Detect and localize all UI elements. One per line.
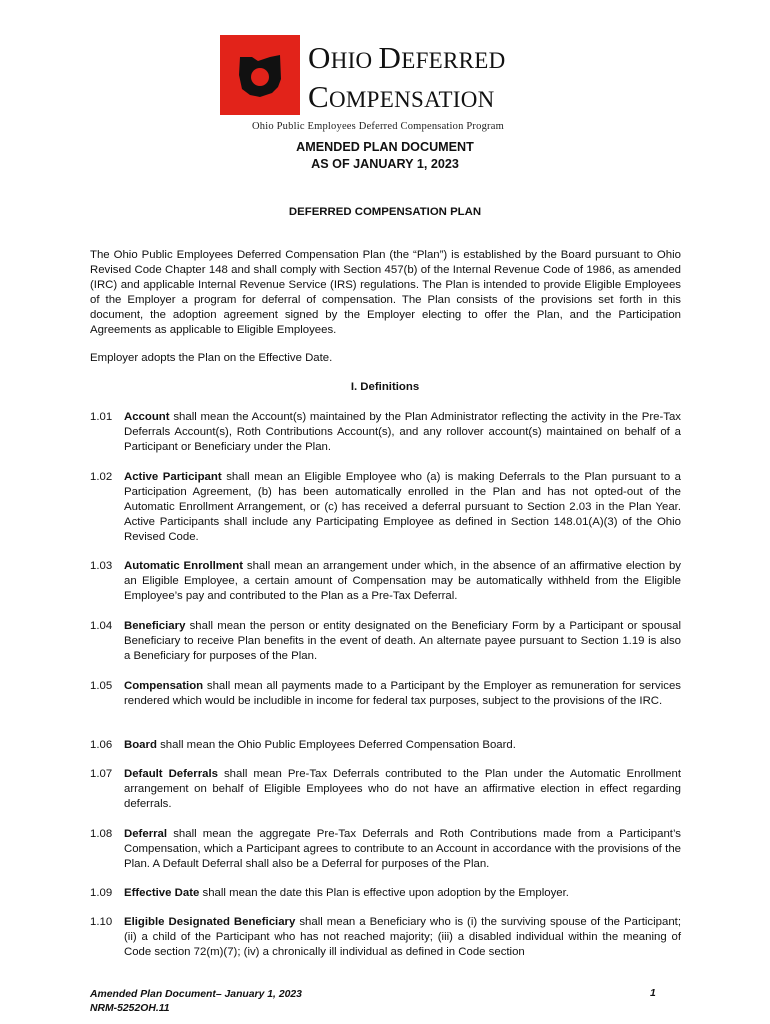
definition-item	[90, 410, 681, 455]
definition-text: shall mean all payments made to a Participant by the Employer as remuneration for services rendered which would be includible in income for federal tax purposes, subject to the provisions of the IRC.	[124, 680, 681, 708]
page-number: 1	[650, 988, 656, 999]
definition-number: 1.03	[90, 560, 113, 572]
definition-term: Automatic Enrollment	[124, 560, 244, 572]
definition-term: Active Participant	[124, 471, 222, 483]
definition-number: 1.07	[90, 768, 113, 780]
definition-term: Beneficiary	[124, 620, 186, 632]
definition-term: Account	[124, 411, 170, 423]
definition-item	[90, 915, 681, 960]
definition-number: 1.08	[90, 828, 113, 840]
intro-paragraph: The Ohio Public Employees Deferred Compensation Plan (the “Plan”) is established by the Board pursuant to Ohio Revised Code Chapter 148 and shall comply with Section 457(b) of the Internal Revenue Code of 1986, as amended (IRC) and applicable Internal Revenue Service (IRS) regulations. The Plan is intended to provide Eligible Employees of the Employer a program for deferral of compensation. The Plan consists of the provisions set forth in this document, the adoption agreement signed by the Employer electing to offer the Plan, and the Participation Agreements as applicable to Eligible Employees.	[90, 249, 681, 337]
definition-term: Default Deferrals	[124, 768, 218, 780]
document-title: AMENDED PLAN DOCUMENT	[296, 140, 474, 154]
definition-number: 1.06	[90, 739, 113, 751]
definition-item	[90, 679, 681, 709]
footer-document-info	[90, 988, 302, 1016]
definition-text: shall mean the Account(s) maintained by the Plan Administrator reflecting the activity in the Pre-Tax Deferrals Account(s), Roth Contributions Account(s), and any rollover account(s) maintained on behalf of a Participant or Beneficiary under the Plan.	[124, 411, 681, 454]
definition-text: shall mean the Ohio Public Employees Deferred Compensation Board.	[156, 739, 516, 751]
definition-text: shall mean an arrangement under which, in the absence of an affirmative election by an Eligible Employee, a certain amount of Compensation may be automatically withheld from the Eligible Employee’s pay and contributed to the Plan as a Pre-Tax Deferral.	[124, 560, 681, 603]
definition-item	[90, 738, 681, 753]
ohio-deferred-compensation-logo	[220, 35, 550, 135]
definition-number: 1.05	[90, 680, 113, 692]
ohio-state-emblem-icon	[220, 35, 300, 115]
definition-text: shall mean an Eligible Employee who (a) is making Deferrals to the Plan pursuant to a Participation Agreement, (b) has been automatically enrolled in the Plan and has not opted-out of the Automatic Enrollment Arrangement, or (c) has received a deferral pursuant to Section 2.03 in the Plan Year. Active Participants shall include any Participating Employee as defined in Section 148.01(A)(3) of the Ohio Revised Code.	[124, 471, 681, 544]
definition-term: Deferral	[124, 828, 168, 840]
definition-number: 1.02	[90, 471, 113, 483]
definition-item	[90, 470, 681, 545]
definition-number: 1.10	[90, 916, 113, 928]
definition-item	[90, 886, 681, 901]
definition-text: shall mean the person or entity designated on the Beneficiary Form by a Participant or spousal Beneficiary to receive Plan benefits in the event of death. An alternate payee pursuant to Section 1.19 is also a Beneficiary for purposes of the Plan.	[124, 620, 681, 663]
definition-number: 1.09	[90, 887, 113, 899]
definition-item	[90, 827, 681, 872]
footer-title: Amended Plan Document– January 1, 2023	[90, 989, 302, 1000]
logo-subtitle: Ohio Public Employees Deferred Compensation Program	[252, 121, 504, 132]
definition-term: Effective Date	[124, 887, 200, 899]
logo-title: OHIO DEFERRED COMPENSATION	[308, 40, 506, 114]
definition-text: shall mean the date this Plan is effective upon adoption by the Employer.	[199, 887, 569, 899]
definitions-heading: I. Definitions	[350, 381, 420, 393]
definition-term: Board	[124, 739, 157, 751]
definition-text: shall mean Pre-Tax Deferrals contributed to the Plan under the Automatic Enrollment arrangement on behalf of Eligible Employees who do not have an affirmative election in effect regarding deferrals.	[124, 768, 681, 811]
definition-term: Compensation	[124, 680, 204, 692]
definition-item	[90, 767, 681, 812]
definition-number: 1.01	[90, 411, 113, 423]
definition-text: shall mean the aggregate Pre-Tax Deferrals and Roth Contributions made from a Participant’s Compensation, which a Participant agrees to contribute to an Account in accordance with the provisions of the Plan. A Default Deferral shall also be a Deferral for purposes of the Plan.	[124, 828, 681, 871]
definition-term: Eligible Designated Beneficiary	[124, 916, 296, 928]
footer-form-number: NRM-5252OH.11	[90, 1003, 170, 1014]
adoption-paragraph: Employer adopts the Plan on the Effective Date.	[90, 352, 333, 364]
document-date: AS OF JANUARY 1, 2023	[311, 157, 459, 171]
definition-text: shall mean a Beneficiary who is (i) the surviving spouse of the Participant; (ii) a child of the Participant who has not reached majority; (iii) a disabled individual within the meaning of Code section 72(m)(7); (iv) a chronically ill individual as defined in Code section	[124, 916, 681, 959]
definition-number: 1.04	[90, 620, 113, 632]
plan-heading: DEFERRED COMPENSATION PLAN	[288, 206, 482, 218]
definition-item	[90, 619, 681, 664]
definition-item	[90, 559, 681, 604]
